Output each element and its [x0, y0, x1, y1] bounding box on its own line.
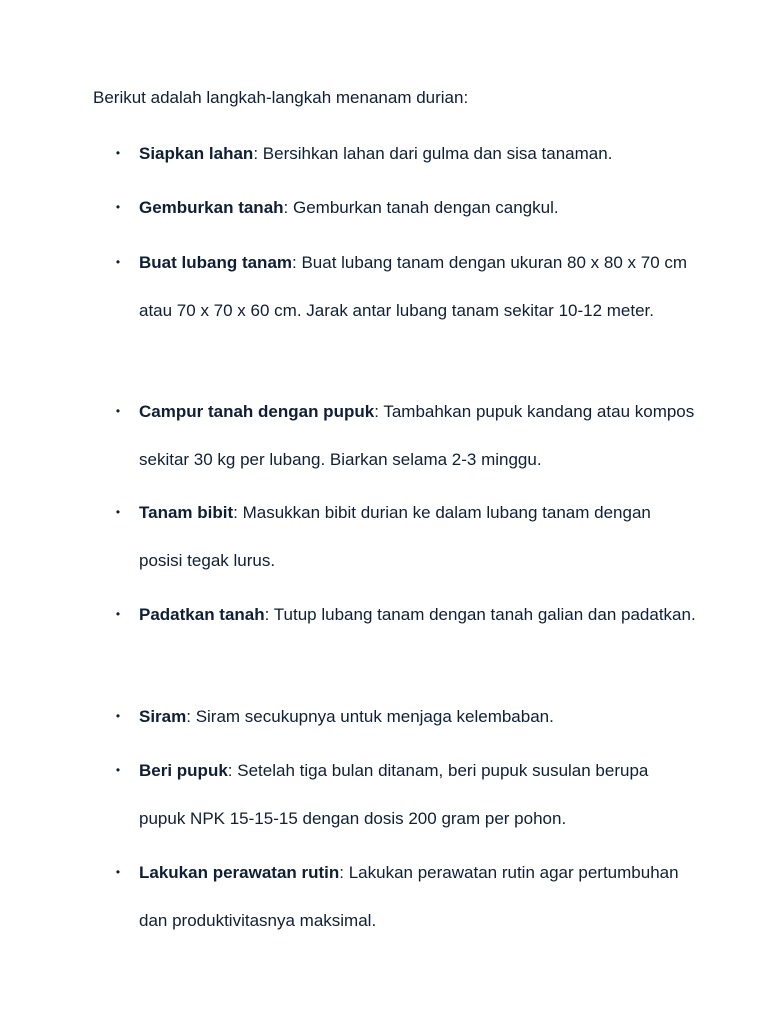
- step-term: Beri pupuk: [139, 761, 228, 780]
- list-item: [115, 693, 699, 741]
- step-description: : Siram secukupnya untuk menjaga kelembaban.: [186, 707, 554, 726]
- step-description: : Tutup lubang tanam dengan tanah galian dan padatkan.: [264, 605, 696, 624]
- step-description: : Bersihkan lahan dari gulma dan sisa tanaman.: [253, 144, 613, 163]
- list-item: [115, 388, 699, 483]
- step-term: Siram: [139, 707, 187, 726]
- bullet-icon: •: [115, 709, 121, 723]
- bullet-icon: •: [115, 505, 121, 519]
- step-description: : Gemburkan tanah dengan cangkul.: [283, 198, 559, 217]
- bullet-icon: •: [115, 255, 121, 269]
- step-term: Siapkan lahan: [139, 144, 254, 163]
- step-term: Campur tanah dengan pupuk: [139, 402, 375, 421]
- step-term: Buat lubang tanam: [139, 253, 293, 272]
- list-item: [115, 489, 699, 584]
- list-item: [115, 591, 699, 639]
- bullet-icon: •: [115, 763, 121, 777]
- list-item: [115, 239, 699, 334]
- step-description: : Lakukan perawatan rutin agar pertumbuhan dan produktivitasnya maksimal.: [139, 863, 679, 930]
- bullet-icon: •: [115, 200, 121, 214]
- bullet-icon: •: [115, 146, 121, 160]
- step-term: Tanam bibit: [139, 503, 234, 522]
- step-description: : Masukkan bibit durian ke dalam lubang tanam dengan posisi tegak lurus.: [139, 503, 651, 570]
- step-term: Gemburkan tanah: [139, 198, 284, 217]
- bullet-icon: •: [115, 865, 121, 879]
- step-description: : Setelah tiga bulan ditanam, beri pupuk susulan berupa pupuk NPK 15-15-15 dengan dosis 200 gram per pohon.: [139, 761, 649, 828]
- step-description: : Tambahkan pupuk kandang atau kompos sekitar 30 kg per lubang. Biarkan selama 2-3 minggu.: [139, 402, 695, 469]
- step-term: Lakukan perawatan rutin: [139, 863, 340, 882]
- step-term: Padatkan tanah: [139, 605, 265, 624]
- step-description: : Buat lubang tanam dengan ukuran 80 x 80 x 70 cm atau 70 x 70 x 60 cm. Jarak antar lubang tanam sekitar 10-12 meter.: [139, 253, 688, 320]
- list-item: [115, 849, 699, 944]
- list-item: [115, 130, 699, 178]
- list-item: [115, 184, 699, 232]
- bullet-icon: •: [115, 404, 121, 418]
- intro-paragraph: Berikut adalah langkah-langkah menanam durian:: [93, 88, 469, 107]
- list-item: [115, 747, 699, 842]
- bullet-icon: •: [115, 607, 121, 621]
